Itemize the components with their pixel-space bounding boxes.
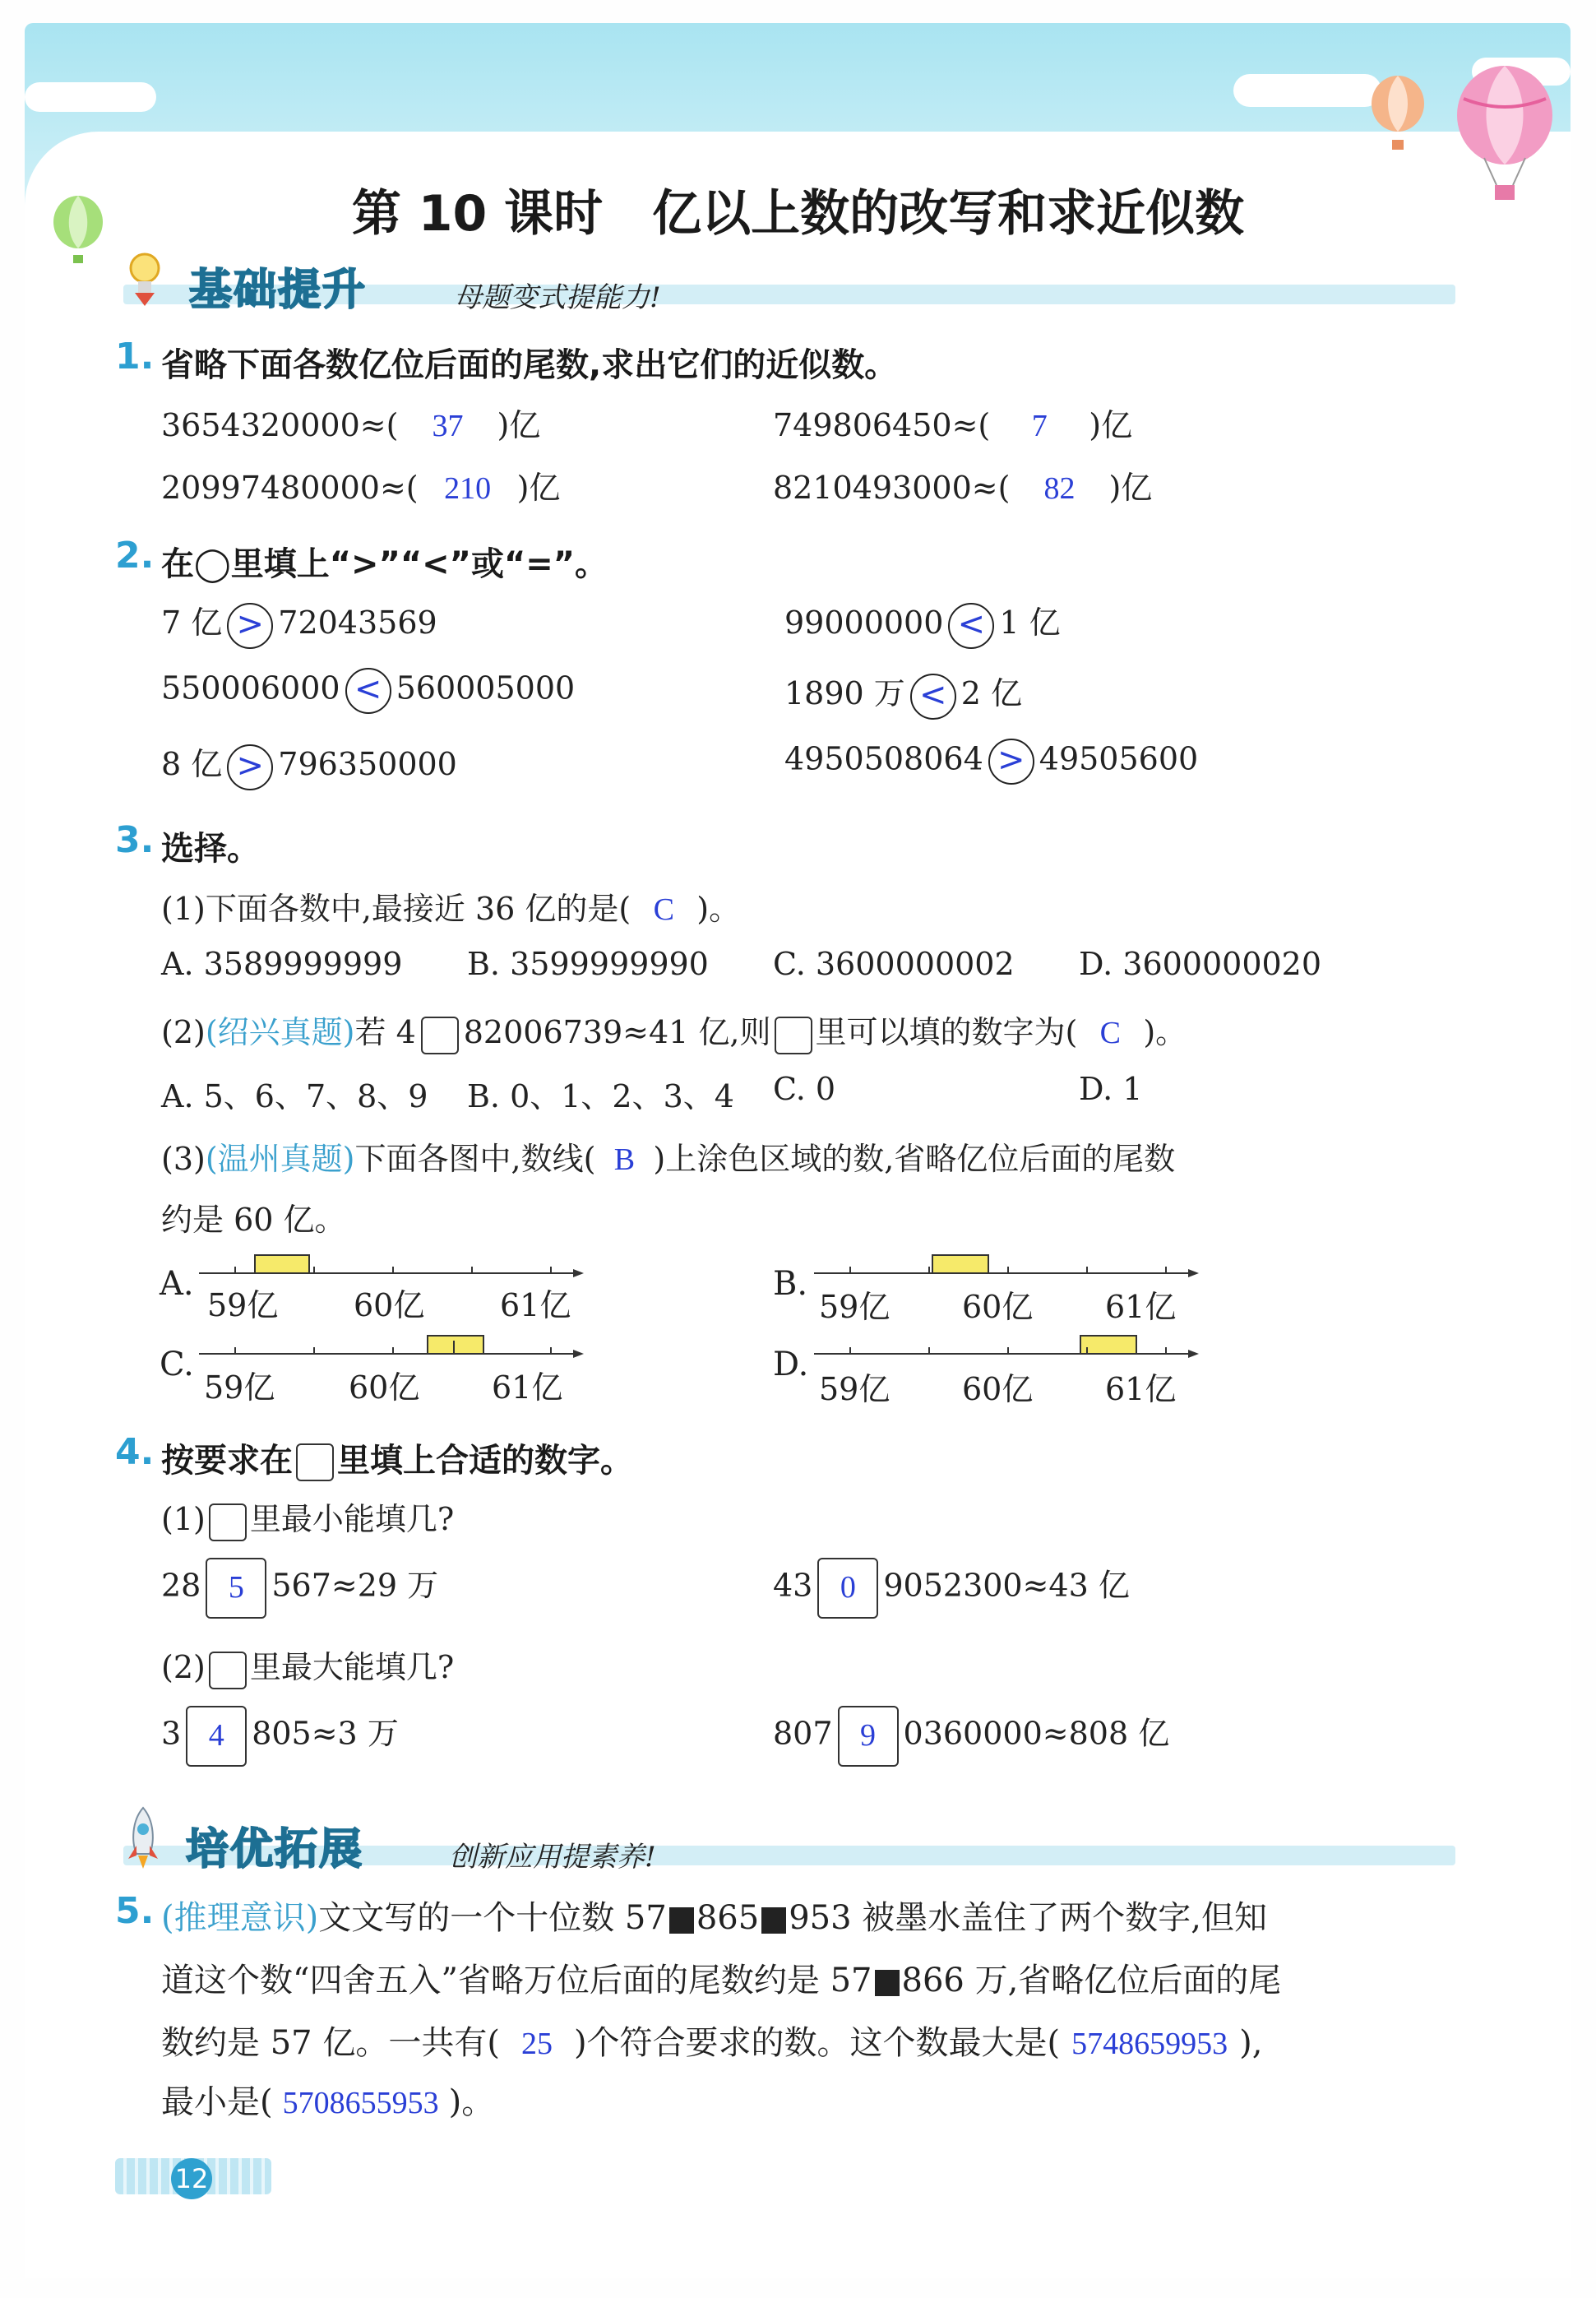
- numberline-label: 61亿: [500, 1287, 571, 1323]
- section-subtitle-basic: 母题变式提能力!: [454, 281, 661, 314]
- numberline-label: 59亿: [819, 1371, 891, 1407]
- question-2-prompt: 在◯里填上“>”“<”或“=”。: [161, 545, 608, 583]
- comparison-circle: >: [988, 739, 1034, 785]
- numberline-c: [199, 1329, 585, 1362]
- question-number-5: 5.: [115, 1890, 155, 1932]
- answer-box: 4: [186, 1706, 247, 1767]
- blank-box: [296, 1443, 334, 1481]
- blank-box: [209, 1503, 247, 1541]
- ink-blot: [761, 1907, 786, 1934]
- answer: 210: [444, 471, 492, 506]
- q3-option: C. 0: [773, 1071, 836, 1107]
- comparison-circle: >: [227, 744, 273, 790]
- q4-part-1: (1) 里最小能填几?: [161, 1494, 454, 1541]
- q1-row-1-left: 3654320000≈( 37 )亿: [161, 407, 541, 443]
- section-label-advanced: 培优拓展: [186, 1825, 364, 1874]
- answer: 25: [520, 2027, 553, 2061]
- answer: 7: [1031, 409, 1048, 443]
- numberline-label: 60亿: [354, 1287, 425, 1323]
- q2-row-1-left: 7 亿 > 72043569: [161, 597, 437, 649]
- answer: 5708655953: [282, 2086, 439, 2120]
- numberline-label: 61亿: [492, 1369, 563, 1406]
- q1-row-1-right: 749806450≈( 7 )亿: [773, 407, 1133, 443]
- answer-box: 5: [206, 1558, 266, 1619]
- numberline-label: 61亿: [1105, 1371, 1177, 1407]
- ink-blot: [669, 1907, 694, 1934]
- q4-row-1-left: 28 5 567≈29 万: [161, 1558, 438, 1619]
- q4-row-1-right: 43 0 9052300≈43 亿: [773, 1558, 1130, 1619]
- rocket-icon: [123, 1806, 163, 1872]
- section-subtitle-advanced: 创新应用提素养!: [449, 1841, 656, 1874]
- numberline-letter-c: C.: [160, 1346, 194, 1383]
- q3-option: A. 5、6、7、8、9: [161, 1078, 428, 1114]
- q3-part-1: (1)下面各数中,最接近 36 亿的是( C )。: [161, 891, 741, 927]
- q1-row-2-right: 8210493000≈( 82 )亿: [773, 470, 1153, 506]
- q3-option: D. 3600000020: [1079, 946, 1322, 982]
- numberline-b: [814, 1249, 1200, 1281]
- answer: 5748659953: [1071, 2027, 1228, 2061]
- comparison-circle: <: [910, 674, 956, 720]
- q2-row-2-left: 550006000 < 560005000: [161, 668, 575, 714]
- section-label-basic: 基础提升: [189, 266, 368, 315]
- cloud-decoration: [1233, 74, 1381, 107]
- ink-blot: [875, 1970, 900, 1996]
- q2-row-3-left: 8 亿 > 796350000: [161, 739, 457, 790]
- source-tag: (温州真题): [205, 1141, 355, 1177]
- q4-part-2: (2) 里最大能填几?: [161, 1642, 454, 1689]
- q5-line-1: (推理意识)文文写的一个十位数 57 865 953 被墨水盖住了两个数字,但知: [161, 1899, 1267, 1937]
- numberline-label: 59亿: [207, 1287, 279, 1323]
- q2-row-2-right: 1890 万 < 2 亿: [784, 668, 1022, 720]
- q3-option: D. 1: [1079, 1071, 1143, 1107]
- blank-box: [775, 1017, 812, 1054]
- answer: 37: [432, 409, 464, 443]
- numberline-label: 59亿: [819, 1289, 891, 1325]
- q5-line-4: 最小是( 5708655953 )。: [161, 2083, 495, 2121]
- lightbulb-icon: [127, 252, 163, 309]
- question-number-2: 2.: [115, 535, 155, 577]
- numberline-a: [199, 1249, 585, 1281]
- q3-option: C. 3600000002: [773, 946, 1015, 982]
- question-number-3: 3.: [115, 819, 155, 861]
- comparison-circle: <: [345, 668, 391, 714]
- q4-row-2-right: 807 9 0360000≈808 亿: [773, 1706, 1169, 1767]
- lesson-topic: 亿以上数的改写和求近似数: [652, 185, 1245, 243]
- q3-option: B. 3599999990: [467, 946, 709, 982]
- source-tag: (绍兴真题): [205, 1014, 355, 1050]
- numberline-d: [814, 1329, 1200, 1362]
- q4-row-2-left: 3 4 805≈3 万: [161, 1706, 399, 1767]
- numberline-letter-b: B.: [773, 1265, 808, 1303]
- q2-row-3-right: 4950508064 > 49505600: [784, 739, 1198, 785]
- q2-row-1-right: 99000000 < 1 亿: [784, 597, 1061, 649]
- page-title: [0, 174, 1596, 245]
- q3-part-2: (2)(绍兴真题)若 4 82006739≈41 亿,则 里可以填的数字为( C )。: [161, 1007, 1187, 1054]
- answer-box: 0: [817, 1558, 878, 1619]
- q3-part-3: (3)(温州真题)下面各图中,数线( B )上涂色区域的数,省略亿位后面的尾数: [161, 1141, 1176, 1177]
- numberline-label: 60亿: [349, 1369, 420, 1406]
- highlight-region: [428, 1336, 483, 1354]
- highlight-region: [932, 1255, 988, 1273]
- answer: C: [1099, 1016, 1122, 1050]
- q3-part-3-cont: 约是 60 亿。: [161, 1202, 346, 1238]
- answer: C: [653, 892, 674, 927]
- q1-row-2-left: 20997480000≈( 210 )亿: [161, 470, 561, 506]
- question-number-4: 4.: [115, 1431, 155, 1473]
- answer-box: 9: [838, 1706, 899, 1767]
- comparison-circle: >: [227, 603, 273, 649]
- numberline-label: 60亿: [962, 1371, 1034, 1407]
- numberline-label: 59亿: [204, 1369, 275, 1406]
- lesson-number: 第 10 课时: [351, 185, 604, 243]
- blank-box: [209, 1652, 247, 1689]
- numberline-letter-d: D.: [773, 1346, 809, 1383]
- numberline-label: 61亿: [1105, 1289, 1177, 1325]
- question-number-1: 1.: [115, 336, 155, 378]
- highlight-region: [255, 1255, 309, 1273]
- numberline-letter-a: A.: [160, 1265, 194, 1303]
- q5-line-2: 道这个数“四舍五入”省略万位后面的尾数约是 57 866 万,省略亿位后面的尾: [161, 1962, 1282, 1999]
- q3-option: A. 3589999999: [161, 946, 403, 982]
- comparison-circle: <: [948, 603, 994, 649]
- question-4-prompt: 按要求在 里填上合适的数字。: [161, 1442, 633, 1480]
- cloud-decoration: [25, 82, 156, 112]
- answer: B: [613, 1142, 636, 1177]
- blank-box: [421, 1017, 459, 1054]
- question-1-prompt: 省略下面各数亿位后面的尾数,求出它们的近似数。: [161, 346, 898, 384]
- question-3-prompt: 选择。: [161, 830, 260, 868]
- q3-option: B. 0、1、2、3、4: [467, 1078, 734, 1114]
- numberline-label: 60亿: [962, 1289, 1034, 1325]
- balloon-icon: [1365, 74, 1431, 156]
- page-number: 12: [171, 2158, 212, 2199]
- answer: 82: [1043, 471, 1076, 506]
- highlight-region: [1080, 1336, 1136, 1354]
- source-tag: (推理意识): [161, 1899, 319, 1937]
- q5-line-3: 数约是 57 亿。一共有( 25 )个符合要求的数。这个数最大是( 5748659953 ),: [161, 2024, 1263, 2062]
